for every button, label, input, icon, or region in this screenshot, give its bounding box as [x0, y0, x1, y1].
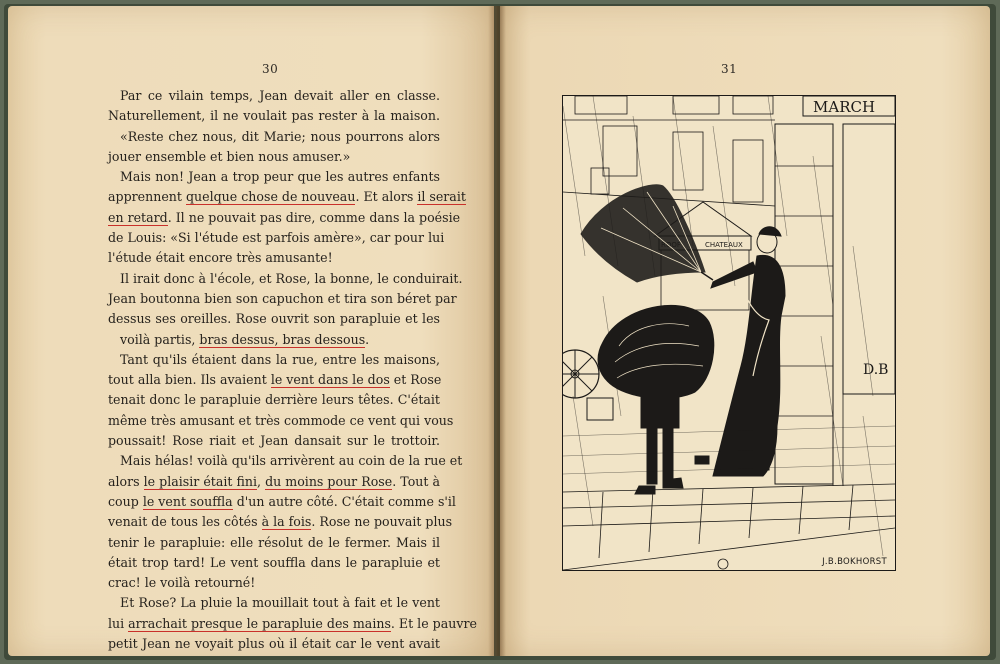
underlined-phrase: il serait: [417, 189, 466, 205]
text-line: Jean boutonna bien son capuchon et tira son béret par: [108, 290, 457, 306]
underlined-phrase: à la fois: [261, 514, 312, 530]
text-line: alors le plaisir était fini, du moins pour Rose. Tout à: [108, 473, 440, 489]
text-line: petit Jean ne voyait plus où il était car le vent avait: [108, 636, 440, 652]
underlined-phrase: le plaisir était fini: [143, 473, 258, 489]
page-body-text: [108, 86, 477, 654]
text-line: crac! le voilà retourné!: [108, 575, 256, 591]
artist-signature: J.B.BOKHORST: [822, 557, 887, 567]
underlined-phrase: le vent souffla: [142, 493, 233, 509]
text-line: Mais hélas! voilà qu'ils arrivèrent au coin de la rue et: [120, 453, 463, 469]
text-line: l'étude était encore très amusante!: [108, 250, 333, 266]
text-line: lui arrachait presque le parapluie des mains. Et le pauvre: [108, 615, 477, 631]
text-line: même très amusant et très commode ce vent qui vous: [108, 412, 454, 428]
text-line: coup le vent souffla d'un autre côté. C'était comme s'il: [108, 493, 456, 509]
text-line: tenir le parapluie: elle résolut de le fermer. Mais il: [108, 534, 440, 550]
page-number-left: 30: [262, 62, 279, 76]
text-line: poussait! Rose riait et Jean dansait sur le trottoir.: [108, 433, 440, 449]
text-line: voilà partis, bras dessus, bras dessous.: [120, 331, 370, 347]
text-line: apprennent quelque chose de nouveau. Et alors il serait: [108, 189, 466, 205]
text-line: Tant qu'ils étaient dans la rue, entre les maisons,: [120, 351, 440, 367]
underlined-phrase: en retard: [108, 209, 168, 225]
window-letters: D.B: [863, 362, 889, 378]
text-line: venait de tous les côtés à la fois. Rose ne pouvait plus: [108, 514, 453, 530]
text-line: «Reste chez nous, dit Marie; nous pourrons alors: [120, 128, 440, 144]
text-line: Naturellement, il ne voulait pas rester à la maison.: [108, 108, 440, 124]
text-line: tout alla bien. Ils avaient le vent dans le dos et Rose: [108, 372, 442, 388]
text-line: Mais non! Jean a trop peur que les autres enfants: [120, 169, 440, 185]
page-number-right: 31: [721, 62, 738, 76]
underlined-phrase: quelque chose de nouveau: [185, 189, 356, 205]
underlined-phrase: arrachait presque le parapluie des mains: [128, 615, 391, 631]
text-line: de Louis: «Si l'étude est parfois amère», car pour lui: [108, 230, 445, 246]
shop-sign-text: MARCH: [813, 98, 876, 116]
text-line: en retard. Il ne pouvait pas dire, comme dans la poésie: [108, 209, 461, 225]
kiosk-right-text: CHATEAUX: [705, 241, 743, 249]
illustration-drawing: [563, 96, 895, 570]
underlined-phrase: le vent dans le dos: [270, 372, 390, 388]
text-line: tenait donc le parapluie derrière leurs têtes. C'était: [108, 392, 440, 408]
text-line: Il irait donc à l'école, et Rose, la bonne, le conduirait.: [120, 270, 463, 286]
book-gutter: [488, 6, 506, 656]
text-line: était trop tard! Le vent souffla dans le parapluie et: [108, 554, 440, 570]
text-line: Par ce vilain temps, Jean devait aller en classe.: [120, 88, 440, 103]
illustration: [562, 95, 896, 571]
text-line: Et Rose? La pluie la mouillait tout à fait et le vent: [120, 595, 440, 611]
text-line: jouer ensemble et bien nous amuser.»: [108, 148, 351, 164]
text-line: dessus ses oreilles. Rose ouvrit son parapluie et les: [108, 311, 440, 327]
underlined-phrase: bras dessus, bras dessous: [199, 331, 366, 347]
underlined-phrase: du moins pour Rose: [265, 473, 393, 489]
